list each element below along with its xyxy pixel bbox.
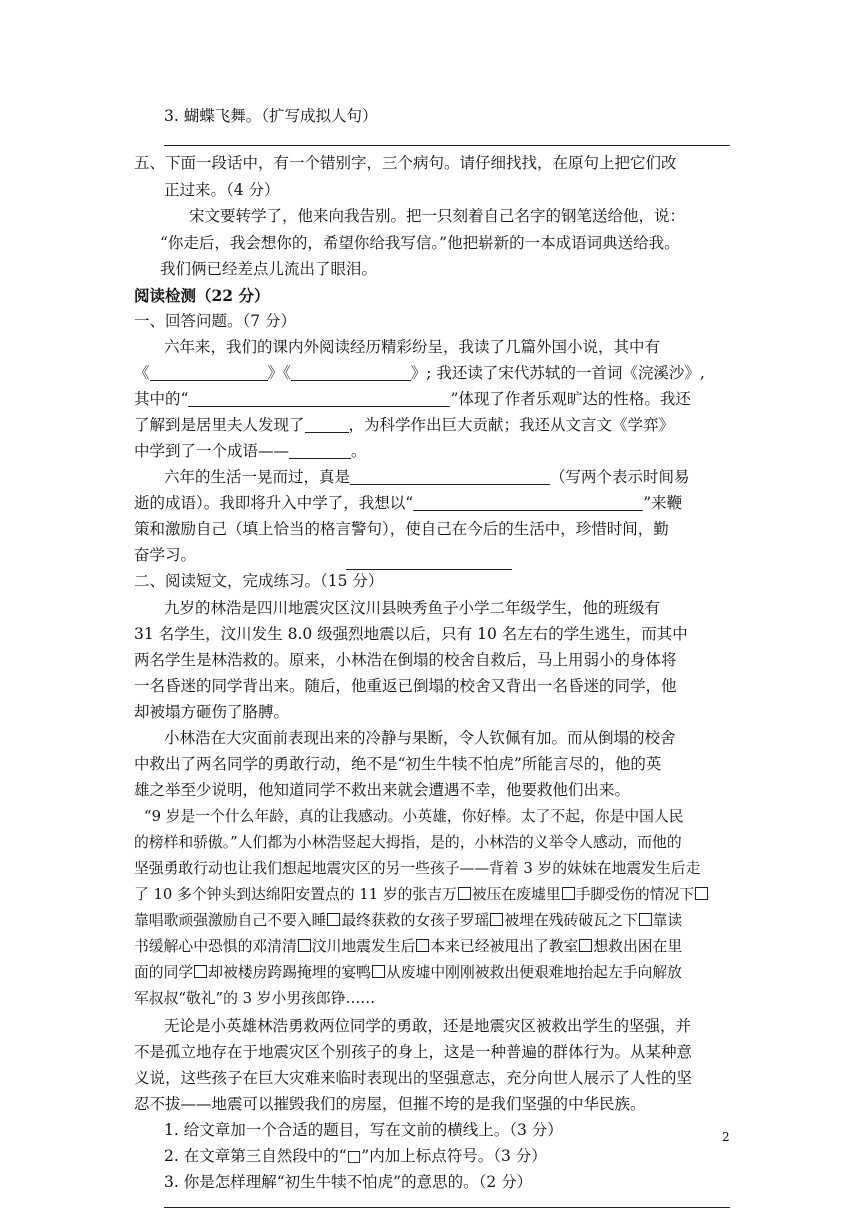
punctuation-box[interactable] xyxy=(639,913,652,926)
punctuation-box[interactable] xyxy=(579,939,592,952)
question-two-title: 二、阅读短文，完成练习。（15 分） xyxy=(134,572,384,590)
title-answer-line[interactable] xyxy=(346,569,512,570)
fill-blank-motto[interactable] xyxy=(413,494,643,511)
article-line xyxy=(134,885,709,905)
article-line xyxy=(134,911,682,931)
article-line: 无论是小英雄林浩勇救两位同学的勇敢，还是地震灾区被救出学生的坚强，并 xyxy=(164,1017,692,1035)
punctuation-box[interactable] xyxy=(695,887,708,900)
article-line: 小林浩在大灾面前表现出来的冷静与果断，令人钦佩有加。而从倒塌的校舍 xyxy=(164,729,676,747)
q1-text-line xyxy=(134,441,367,461)
article-text: 最终获救的女孩子罗瑶 xyxy=(341,912,490,929)
section-five-title: 五、下面一段话中，有一个错别字，三个病句。请仔细找找，在原句上把它们改 xyxy=(134,154,677,172)
article-text: 靠唱歌顽强激励自己不要入睡 xyxy=(134,912,327,929)
q1-text: 》《 xyxy=(267,364,291,382)
article-text: 想救出困在里 xyxy=(593,938,683,955)
punctuation-box[interactable] xyxy=(298,939,311,952)
exercise-1: 1. 给文章加一个合适的题目，写在文前的横线上。（3 分） xyxy=(164,1121,563,1139)
q1-text: 逝的成语）。我即将升入中学了，我想以“ xyxy=(134,494,414,512)
q1-text: （写两个表示时间易 xyxy=(550,468,690,486)
fill-blank-time-idioms[interactable] xyxy=(350,468,550,485)
article-text: 靠读 xyxy=(652,912,683,929)
q1-text-line: 奋学习。 xyxy=(134,546,197,564)
q1-text: 》; 我还读了宋代苏轼的一首词《浣溪沙》, xyxy=(410,364,705,382)
q1-text-line xyxy=(134,493,682,513)
article-line: 忍不拔——地震可以摧毁我们的房屋，但摧不垮的是我们坚强的中华民族。 xyxy=(134,1095,646,1113)
item-3-prompt: 3. 蝴蝶飞舞。（扩写成拟人句） xyxy=(164,107,378,125)
article-text: 被埋在残砖破瓦之下 xyxy=(504,912,638,929)
q1-text: ”来鞭 xyxy=(643,494,683,512)
article-line: 九岁的林浩是四川地震灾区汶川县映秀鱼子小学二年级学生，他的班级有 xyxy=(164,599,661,617)
article-text: 却被楼房跨踢掩埋的宴鸭 xyxy=(208,964,371,981)
article-line: 不是孤立地存在于地震灾区个别孩子的身上，这是一种普遍的群体行为。从某种意 xyxy=(134,1043,693,1061)
article-text: 从废墟中刚刚被救出便艰难地抬起左手向解放 xyxy=(385,964,682,981)
punctuation-box[interactable] xyxy=(458,887,471,900)
article-line: 31 名学生，汶川发生 8.0 级强烈地震以后，只有 10 名左右的学生逃生，而其中 xyxy=(134,625,688,643)
punctuation-box[interactable] xyxy=(194,965,207,978)
article-text: 汶川地震发生后 xyxy=(311,938,416,955)
article-line: 两名学生是林浩救的。原来，小林浩在倒塌的校舍自救后，马上用弱小的身体将 xyxy=(134,651,677,669)
article-text: 手脚受伤的情况下 xyxy=(575,886,695,903)
article-line xyxy=(134,937,682,957)
fill-blank-poem-line[interactable] xyxy=(188,390,450,407)
q1-text: ，为科学作出巨大贡献；我还从文言文《学弈》 xyxy=(348,416,675,434)
q1-text: 六年的生活一晃而过，真是 xyxy=(164,468,351,486)
q1-text: 《 xyxy=(134,364,150,382)
punctuation-box[interactable] xyxy=(416,939,429,952)
reading-heading: 阅读检测（22 分） xyxy=(134,286,270,305)
article-text: 了 10 多个钟头到达绵阳安置点的 11 岁的张吉万 xyxy=(134,886,457,903)
article-text: 书缓解心中恐惧的邓清清 xyxy=(134,938,297,955)
q1-text-line xyxy=(134,415,674,435)
q1-text: 。 xyxy=(351,442,367,460)
q1-text-line: 六年来，我们的课内外阅读经历精彩纷呈，我读了几篇外国小说，其中有 xyxy=(164,338,661,356)
article-text: 被压在废墟里 xyxy=(471,886,561,903)
article-text: 面的同学 xyxy=(134,964,194,981)
q1-text: ”体现了作者乐观旷达的性格。我还 xyxy=(450,390,691,408)
fill-blank-idiom[interactable] xyxy=(289,442,351,459)
punctuation-box[interactable] xyxy=(490,913,503,926)
passage-line: 我们俩已经差点儿流出了眼泪。 xyxy=(160,260,378,278)
passage-line: “你走后，我会想你的，希望你给我写信。”他把崭新的一本成语词典送给我。 xyxy=(160,234,680,252)
fill-blank-novel-1[interactable] xyxy=(150,364,268,381)
punctuation-box[interactable] xyxy=(327,913,340,926)
article-line: 坚强勇敢行动也让我们想起地震灾区的另一些孩子——背着 3 岁的妹妹在地震发生后走 xyxy=(134,860,701,877)
q1-text-line xyxy=(134,363,705,383)
punctuation-box[interactable] xyxy=(372,965,385,978)
answer-line[interactable] xyxy=(164,1207,730,1208)
section-five-title-cont: 正过来。（4 分） xyxy=(164,181,280,199)
article-line: 军叔叔“敬礼”的 3 岁小男孩郎铮…… xyxy=(134,990,376,1007)
q1-text: 其中的“ xyxy=(134,390,189,408)
exercise-3: 3. 你是怎样理解“初生牛犊不怕虎”的意思的。（2 分） xyxy=(164,1173,533,1191)
exercise-2: 2. 在文章第三自然段中的“□”内加上标点符号。（3 分） xyxy=(164,1147,547,1165)
question-one-title: 一、回答问题。（7 分） xyxy=(134,312,297,330)
article-line: “9 岁是一个什么年龄，真的让我感动。小英雄，你好棒。太了不起，你是中国人民 xyxy=(144,808,684,825)
answer-line xyxy=(164,145,730,146)
article-line: 中救出了两名同学的勇敢行动，绝不是“初生牛犊不怕虎”所能言尽的，他的英 xyxy=(134,755,662,773)
fill-blank-discovery[interactable] xyxy=(305,416,349,433)
article-line: 的榜样和骄傲。”人们都为小林浩竖起大拇指，是的，小林浩的义举令人感动，而他的 xyxy=(134,834,682,851)
fill-blank-novel-2[interactable] xyxy=(291,364,411,381)
article-line xyxy=(134,963,682,983)
passage-line: 宋文要转学了，他来向我告别。把一只刻着自己名字的钢笔送给他，说： xyxy=(189,207,686,225)
q1-text-line xyxy=(134,389,691,409)
punctuation-box[interactable] xyxy=(562,887,575,900)
article-line: 义说，这些孩子在巨大灾难来临时表现出的坚强意志，充分向世人展示了人性的坚 xyxy=(134,1069,693,1087)
q1-text: 中学到了一个成语—— xyxy=(134,442,290,460)
article-text: 本来已经被甩出了教室 xyxy=(430,938,579,955)
article-line: 雄之举至少说明，他知道同学不救出来就会遭遇不幸，他要救他们出来。 xyxy=(134,781,631,799)
q1-text: 了解到是居里夫人发现了 xyxy=(134,416,305,434)
page-number: 2 xyxy=(722,1130,730,1144)
q1-text-line xyxy=(164,467,690,487)
q1-text-line: 策和激励自己（填上恰当的格言警句），使自己在今后的生活中，珍惜时间，勤 xyxy=(134,520,669,538)
article-line: 却被塌方砸伤了胳膊。 xyxy=(134,703,290,721)
article-line: 一名昏迷的同学背出来。随后，他重返已倒塌的校舍又背出一名昏迷的同学，他 xyxy=(134,677,677,695)
